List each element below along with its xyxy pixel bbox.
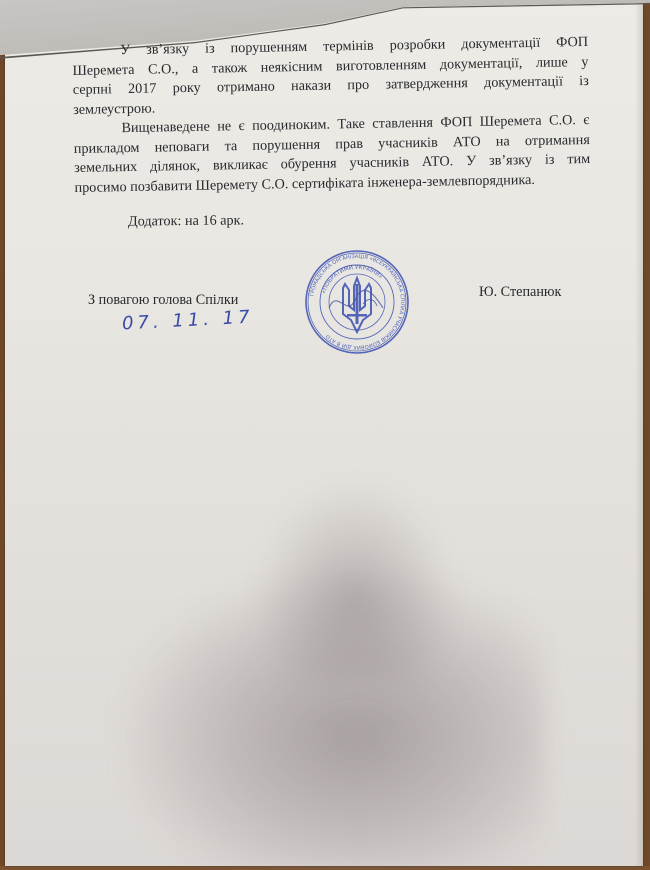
paragraph-1	[72, 33, 589, 120]
text-line: Шеремета С.О., а також неякісним виготовленням документації, лише у	[72, 53, 589, 79]
paragraph-2	[73, 111, 590, 198]
text-line: прикладом неповаги та порушення прав учасників АТО на отримання	[73, 131, 590, 157]
handwritten-date: 07. 11. 17	[121, 306, 255, 335]
signatory-name: Ю. Степанюк	[479, 284, 562, 300]
svg-text:ГРОМАДСЬКА ОРГАНІЗАЦІЯ «ВСЕУКР: ГРОМАДСЬКА ОРГАНІЗАЦІЯ «ВСЕУКРАЇНСЬКА СПІЛКА УЧАСНИКІВ БОЙОВИХ ДІЙ В АТО	[309, 253, 406, 351]
text-line: землеустрою.	[73, 100, 156, 118]
text-line: У зв’язку із порушенням термінів розробки документації ФОП	[120, 33, 589, 59]
hand-shadow-upper	[255, 480, 455, 680]
text-line: Вищенаведене не є поодиноким. Таке ставлення ФОП Шеремета С.О. є	[121, 111, 590, 137]
text-line: просимо позбавити Шеремету С.О. сертифіката інженера-землевпорядника.	[74, 171, 536, 196]
text-line: земельних ділянок, викликає обурення учасників АТО. У зв’язку із тим	[74, 150, 591, 176]
official-stamp	[303, 248, 411, 356]
text-line: серпні 2017 року отримано накази про затвердження документації із	[72, 72, 589, 98]
letter-body	[72, 33, 591, 198]
page-edge	[635, 0, 643, 866]
trident-seal-icon	[303, 248, 411, 356]
closing-salutation: З повагою голова Спілки	[88, 292, 239, 308]
attachment-note: Додаток: на 16 арк.	[127, 212, 245, 230]
svg-text:«ПОБРАТИМИ УКРАЇНИ»: «ПОБРАТИМИ УКРАЇНИ»	[321, 264, 384, 295]
